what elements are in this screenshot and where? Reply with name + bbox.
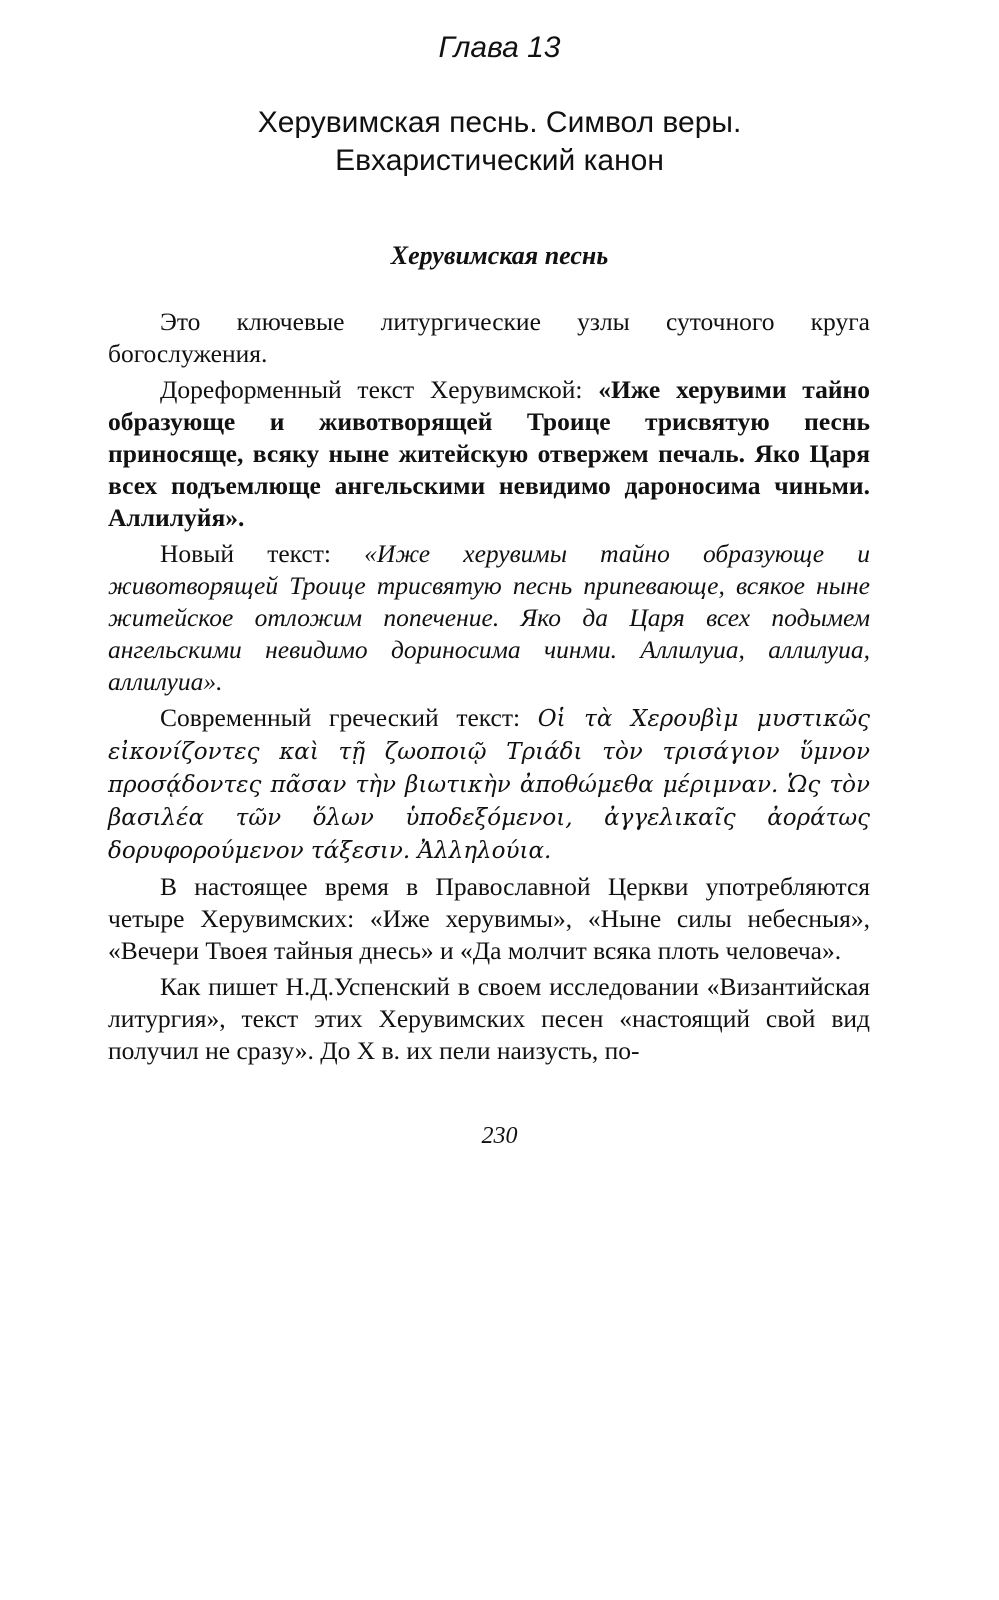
paragraph-3: [108, 538, 870, 698]
chapter-title: [0, 104, 999, 180]
paragraph-6-text: Как пишет Н.Д.Успенский в своем исследовании «Византийская литургия», текст этих Херувимских песен «настоящий свой вид получил не сразу». До X в. их пели наизусть, по-: [108, 972, 870, 1065]
paragraph-1-text: Это ключевые литургические узлы суточного круга богослужения.: [108, 307, 870, 368]
page-number: 230: [481, 1123, 518, 1149]
paragraph-3-quote: «Иже херувимы тайно образующе и животворящей Троице трисвятую песнь припевающе, всякое ныне житейское отложим попечение. Яко да Царя всех подымем ангельскими невидимо дориносима чинми. Аллилуиа, аллилуиа, аллилуиа».: [108, 539, 870, 696]
body-text: [108, 306, 870, 1071]
paragraph-2-intro: Дореформенный текст Херувимской:: [160, 375, 599, 404]
paragraph-4-intro: Современный греческий текст:: [160, 703, 538, 732]
chapter-label: Глава 13: [438, 31, 561, 64]
paragraph-5: [108, 871, 870, 967]
paragraph-2-quote: «Иже херувими тайно образующе и животворящей Троице трисвятую песнь приносяще, всяку ныне житейскую отвержем печаль. Яко Царя всех подъемлюще ангельскими невидимо дароносима чиньми. Аллилуйя».: [108, 375, 870, 532]
paragraph-4: [108, 702, 870, 867]
chapter-title-line-1: Херувимская песнь. Символ веры.: [257, 106, 742, 139]
paragraph-5-text: В настоящее время в Православной Церкви употребляются четыре Херувимских: «Иже херувимы», «Ныне силы небесныя», «Вечери Твоея тайныя днесь» и «Да молчит всяка плоть человеча».: [108, 872, 870, 965]
paragraph-1: [108, 306, 870, 370]
section-heading: Херувимская песнь: [390, 241, 609, 270]
paragraph-3-intro: Новый текст:: [160, 539, 365, 568]
paragraph-2: [108, 374, 870, 534]
paragraph-6: [108, 971, 870, 1067]
paragraph-4-greek: Οἱ τὰ Χερουβὶμ μυστικῶς εἰκονίζοντες καὶ τῇ ζωοποιῷ Τριάδι τὸν τρισάγιον ὕμνον προσᾴδοντες πᾶσαν τὴν βιωτικὴν ἀποθώμεθα μέριμναν. Ὡς τὸν βασιλέα τῶν ὅλων ὑποδεξόμενοι, ἀγγελικαῖς ἀοράτως δορυφορούμενον τάξεσιν. Ἀλληλούια.: [108, 706, 870, 864]
chapter-title-line-2: Евхаристический канон: [335, 144, 664, 177]
